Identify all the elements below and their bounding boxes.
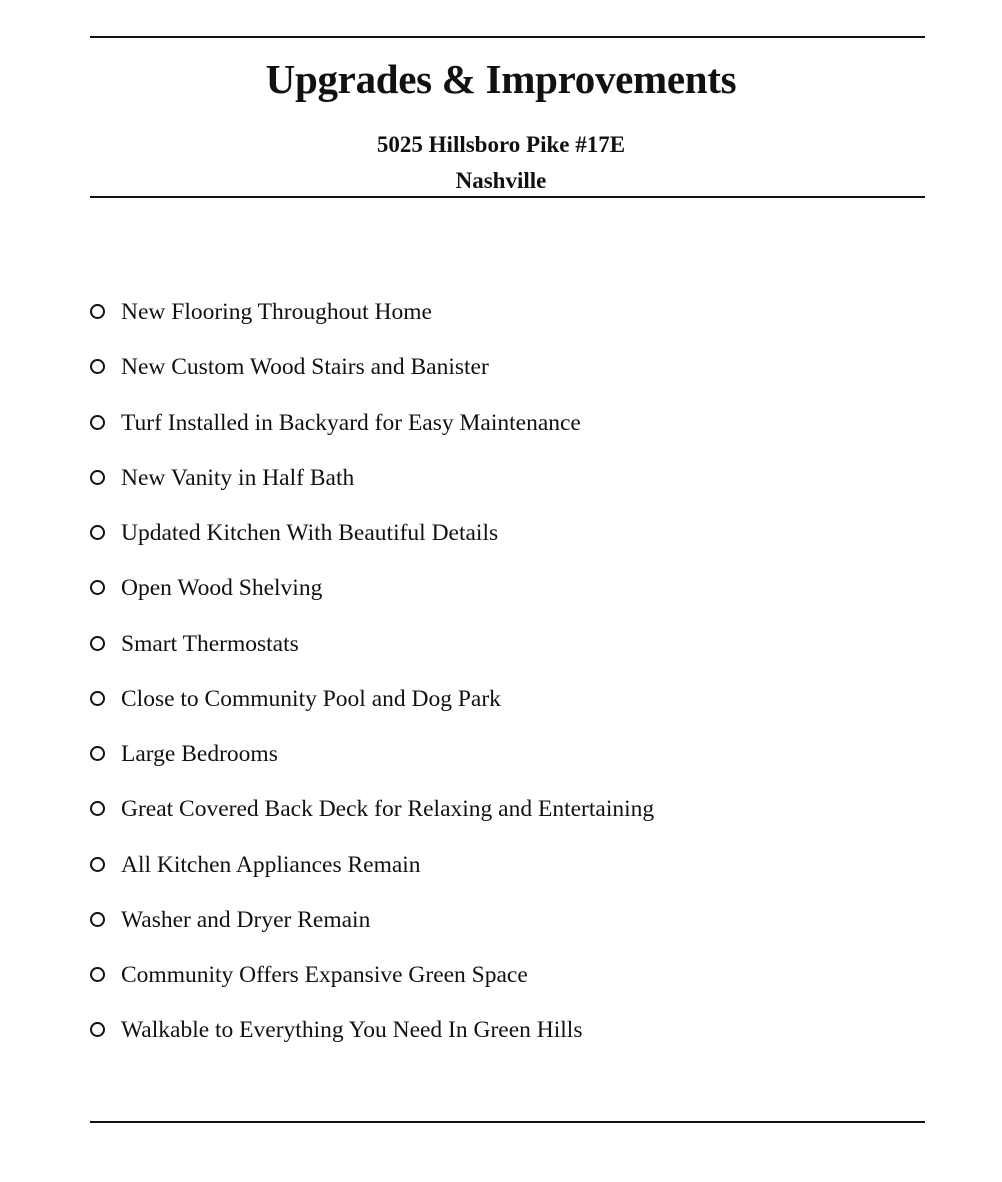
address-city: Nashville: [455, 168, 547, 193]
list-item: [90, 734, 925, 789]
feature-text: Walkable to Everything You Need In Green Hills: [121, 1017, 583, 1044]
list-item: [90, 513, 925, 568]
feature-text: Community Offers Expansive Green Space: [121, 962, 528, 988]
feature-text: Smart Thermostats: [121, 630, 299, 657]
features-list: [90, 292, 925, 1066]
list-item: [90, 292, 925, 347]
circle-bullet-icon: [90, 691, 105, 706]
circle-bullet-icon: [90, 1022, 105, 1037]
list-item: [90, 955, 925, 1010]
header-divider: [90, 196, 925, 198]
circle-bullet-icon: [90, 912, 105, 927]
address-street: 5025 Hillsboro Pike #17E: [376, 132, 626, 157]
circle-bullet-icon: [90, 580, 105, 595]
bottom-divider: [90, 1121, 925, 1123]
feature-text: Turf Installed in Backyard for Easy Maintenance: [121, 409, 581, 436]
top-divider: [90, 36, 925, 38]
circle-bullet-icon: [90, 746, 105, 761]
list-item: [90, 679, 925, 734]
feature-text: New Vanity in Half Bath: [121, 464, 355, 491]
feature-text: Open Wood Shelving: [121, 575, 323, 602]
circle-bullet-icon: [90, 415, 105, 430]
list-item: [90, 568, 925, 623]
feature-text: Great Covered Back Deck for Relaxing and Entertaining: [121, 796, 655, 823]
list-item: [90, 458, 925, 513]
feature-text: Washer and Dryer Remain: [121, 906, 371, 933]
circle-bullet-icon: [90, 470, 105, 485]
circle-bullet-icon: [90, 359, 105, 374]
feature-text: Close to Community Pool and Dog Park: [121, 685, 501, 712]
circle-bullet-icon: [90, 801, 105, 816]
feature-text: Updated Kitchen With Beautiful Details: [121, 520, 499, 546]
list-item: [90, 1010, 925, 1065]
list-item: [90, 347, 925, 402]
feature-text: Large Bedrooms: [121, 741, 278, 767]
property-address: [0, 128, 1002, 200]
feature-text: All Kitchen Appliances Remain: [121, 851, 421, 878]
circle-bullet-icon: [90, 857, 105, 872]
feature-text: New Custom Wood Stairs and Banister: [121, 354, 489, 381]
list-item: [90, 403, 925, 458]
feature-text: New Flooring Throughout Home: [121, 299, 432, 325]
list-item: [90, 900, 925, 955]
circle-bullet-icon: [90, 304, 105, 319]
list-item: [90, 845, 925, 900]
circle-bullet-icon: [90, 525, 105, 540]
page-title: Upgrades & Improvements: [265, 56, 737, 102]
list-item: [90, 789, 925, 844]
list-item: [90, 624, 925, 679]
circle-bullet-icon: [90, 967, 105, 982]
circle-bullet-icon: [90, 636, 105, 651]
